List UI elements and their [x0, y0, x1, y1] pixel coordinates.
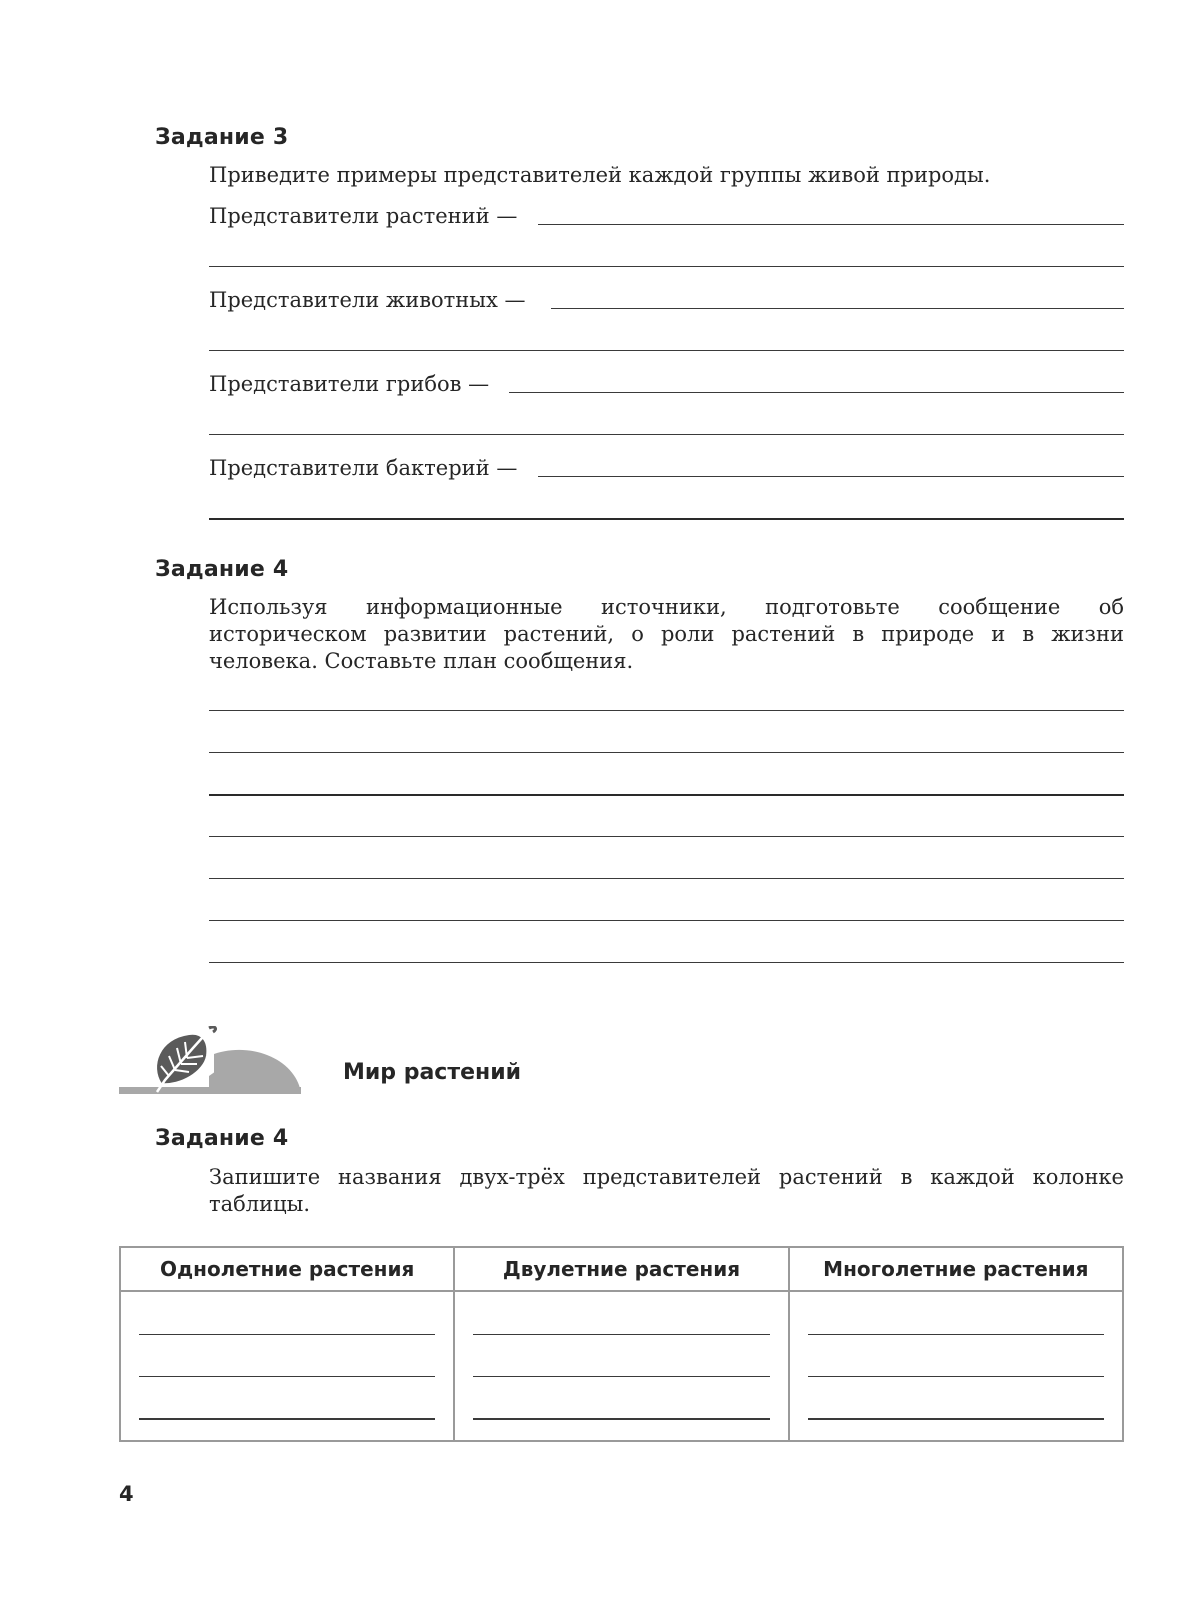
page-number: 4 [119, 1482, 134, 1506]
answer-line-biennial-3[interactable] [473, 1418, 769, 1420]
task4b-text: Запишите названия двух-трёх представителей растений в каждой колонке таблицы. [209, 1165, 1124, 1216]
answer-line-plants-2[interactable] [209, 266, 1124, 267]
answer-line-plan-5[interactable] [209, 878, 1124, 879]
plants-table [119, 1246, 1124, 1442]
table-row [120, 1291, 1123, 1441]
cell-perennial [789, 1291, 1123, 1441]
answer-line-plan-1[interactable] [209, 710, 1124, 711]
header-perennial: Многолетние растения [789, 1247, 1123, 1291]
cell-biennial [454, 1291, 788, 1441]
answer-line-plan-3[interactable] [209, 794, 1124, 796]
answer-line-animals-1[interactable] [551, 308, 1124, 309]
answer-line-plants-1[interactable] [538, 224, 1124, 225]
cell-annual [120, 1291, 454, 1441]
answer-line-perennial-2[interactable] [808, 1376, 1104, 1377]
task4a-heading: Задание 4 [155, 557, 289, 582]
answer-line-bacteria-1[interactable] [538, 476, 1124, 477]
section-title: Мир растений [343, 1060, 522, 1085]
leaf-icon [156, 1027, 215, 1092]
answer-line-animals-2[interactable] [209, 350, 1124, 351]
task3-group-fungi-label: Представители грибов — [209, 372, 490, 396]
answer-line-perennial-1[interactable] [808, 1334, 1104, 1335]
table-header-row [120, 1247, 1123, 1291]
answer-line-annual-2[interactable] [139, 1376, 435, 1377]
answer-line-plan-4[interactable] [209, 836, 1124, 837]
section-ornament [119, 1026, 304, 1096]
section-baseline-bar [119, 1087, 301, 1094]
answer-line-plan-6[interactable] [209, 920, 1124, 921]
task3-group-bacteria-label: Представители бактерий — [209, 456, 518, 480]
task3-group-plants-label: Представители растений — [209, 204, 518, 228]
answer-line-plan-2[interactable] [209, 752, 1124, 753]
answer-line-plan-7[interactable] [209, 962, 1124, 963]
task4b-heading: Задание 4 [155, 1126, 289, 1151]
answer-line-annual-1[interactable] [139, 1334, 435, 1335]
answer-line-bacteria-2[interactable] [209, 518, 1124, 520]
answer-line-fungi-1[interactable] [509, 392, 1124, 393]
answer-line-fungi-2[interactable] [209, 434, 1124, 435]
header-biennial: Двулетние растения [454, 1247, 788, 1291]
task3-heading: Задание 3 [155, 125, 289, 150]
answer-line-biennial-1[interactable] [473, 1334, 769, 1335]
task3-group-animals-label: Представители животных — [209, 288, 526, 312]
task3-intro: Приведите примеры представителей каждой группы живой природы. [209, 163, 991, 187]
answer-line-annual-3[interactable] [139, 1418, 435, 1420]
answer-line-perennial-3[interactable] [808, 1418, 1104, 1420]
header-annual: Однолетние растения [120, 1247, 454, 1291]
answer-line-biennial-2[interactable] [473, 1376, 769, 1377]
task4a-text: Используя информационные источники, подготовьте сообщение об историческом развитии растений, о роли растений в природе и в жизни человека. Составьте план сообщения. [209, 595, 1124, 673]
